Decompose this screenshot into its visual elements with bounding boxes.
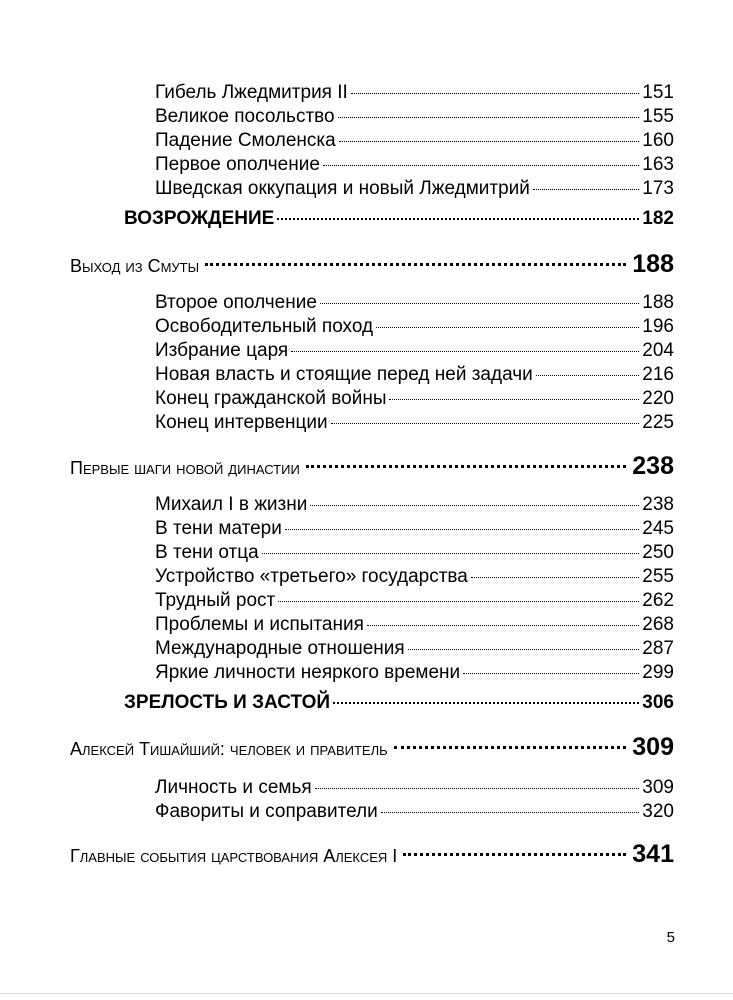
toc-entry-title: В тени матери	[155, 518, 282, 539]
toc-entry-title: Конец гражданской войны	[155, 388, 387, 409]
dot-leader	[277, 218, 639, 220]
dot-leader	[333, 702, 639, 704]
toc-entry-page: 250	[642, 542, 674, 563]
toc-entry-title: Конец интервенции	[155, 412, 328, 433]
toc-entry-title: Избрание царя	[155, 340, 289, 361]
toc-entry	[155, 542, 674, 566]
dot-leader	[471, 577, 639, 578]
toc-entry-page: 320	[642, 801, 674, 822]
toc-entry-page: 196	[642, 316, 674, 337]
dot-leader	[331, 423, 640, 424]
toc-entry-title: Фавориты и соправители	[155, 801, 378, 822]
dot-leader	[376, 327, 639, 328]
toc-entry-title: Падение Смоленска	[155, 130, 336, 151]
dot-leader	[533, 189, 639, 190]
toc-entry-page: 299	[642, 662, 674, 683]
dot-leader	[463, 673, 639, 674]
toc-entry-page: 309	[642, 777, 674, 798]
toc-entry-page: 220	[642, 388, 674, 409]
dot-leader	[310, 505, 639, 506]
toc-entry	[155, 292, 674, 316]
toc-entry-page: 287	[642, 638, 674, 659]
toc-entry-page: 262	[642, 590, 674, 611]
dot-leader	[291, 351, 639, 352]
toc-entry-page: 245	[642, 518, 674, 539]
toc-entry	[155, 316, 674, 340]
toc-entry-title: В тени отца	[155, 542, 259, 563]
dot-leader	[323, 165, 639, 166]
toc-chapter	[70, 250, 674, 279]
toc-entry	[155, 130, 674, 154]
toc-section-page: 306	[642, 692, 674, 713]
toc-entry	[155, 82, 674, 106]
dot-leader	[389, 399, 639, 400]
toc-chapter-title: Выход из Смуты	[70, 256, 200, 276]
dot-leader	[278, 601, 639, 602]
toc-entry-title: Новая власть и стоящие перед ней задачи	[155, 364, 533, 385]
toc-entry	[155, 340, 674, 364]
toc-chapter-title: Первые шаги новой династии	[70, 458, 300, 478]
toc-entry-title: Проблемы и испытания	[155, 614, 364, 635]
toc-entry	[155, 777, 674, 801]
toc-entry-page: 238	[642, 494, 674, 515]
toc-entry-page: 155	[642, 106, 674, 127]
toc-entry-title: Шведская оккупация и новый Лжедмитрий	[155, 178, 530, 199]
page-bottom-divider	[0, 993, 733, 994]
toc-section	[124, 692, 674, 714]
page-number: 5	[666, 929, 675, 946]
toc-entry-page: 268	[642, 614, 674, 635]
toc-chapter-page: 188	[632, 250, 674, 278]
toc-entry	[155, 566, 674, 590]
toc-chapter	[70, 452, 674, 481]
toc-entry-page: 163	[642, 154, 674, 175]
toc-entry-title: Гибель Лжедмитрия II	[155, 82, 348, 103]
toc-entry	[155, 662, 674, 686]
dot-leader	[351, 93, 639, 94]
toc-chapter-page: 341	[632, 840, 674, 868]
toc-entry	[155, 494, 674, 518]
toc-section-title: ЗРЕЛОСТЬ И ЗАСТОЙ	[124, 692, 331, 713]
toc-chapter-title: Главные события царствования Алексея I	[70, 846, 398, 866]
toc-entry	[155, 801, 674, 825]
dot-leader	[315, 788, 640, 789]
toc-entry-page: 255	[642, 566, 674, 587]
toc-chapter	[70, 840, 674, 869]
toc-chapter-page: 309	[632, 733, 674, 761]
dot-leader	[403, 853, 626, 856]
toc-entry-page: 204	[642, 340, 674, 361]
toc-entry-title: Второе ополчение	[155, 292, 317, 313]
toc-entry	[155, 154, 674, 178]
toc-entry-page: 225	[642, 412, 674, 433]
toc-section-page: 182	[642, 208, 674, 229]
toc-entry-title: Великое посольство	[155, 106, 335, 127]
toc-entry-page: 151	[642, 82, 674, 103]
toc-entry	[155, 590, 674, 614]
toc-entry	[155, 518, 674, 542]
dot-leader	[205, 263, 626, 266]
toc-entry	[155, 364, 674, 388]
dot-leader	[306, 465, 626, 468]
dot-leader	[367, 625, 639, 626]
dot-leader	[339, 141, 640, 142]
toc-entry-page: 173	[642, 178, 674, 199]
dot-leader	[536, 375, 640, 376]
toc-entry-title: Михаил I в жизни	[155, 494, 308, 515]
toc-entry-page: 216	[642, 364, 674, 385]
toc-entry-page: 188	[642, 292, 674, 313]
toc-chapter	[70, 733, 674, 762]
toc-chapter-title: Алексей Тишайший: человек и правитель	[70, 739, 388, 759]
dot-leader	[338, 117, 640, 118]
toc-entry-title: Международные отношения	[155, 638, 405, 659]
dot-leader	[381, 812, 640, 813]
toc-entry-title: Личность и семья	[155, 777, 312, 798]
toc-entry-title: Устройство «третьего» государства	[155, 566, 468, 587]
toc-entry	[155, 106, 674, 130]
toc-entry-title: Первое ополчение	[155, 154, 320, 175]
toc-entry	[155, 638, 674, 662]
dot-leader	[320, 303, 639, 304]
toc-entry-title: Яркие личности неяркого времени	[155, 662, 461, 683]
toc-chapter-page: 238	[632, 452, 674, 480]
dot-leader	[285, 529, 639, 530]
dot-leader	[394, 746, 627, 749]
toc-entry-title: Трудный рост	[155, 590, 276, 611]
toc-entry	[155, 614, 674, 638]
toc-entry-title: Освободительный поход	[155, 316, 374, 337]
toc-entry	[155, 388, 674, 412]
toc-section	[124, 208, 674, 230]
toc-entry	[155, 178, 674, 202]
toc-entry-page: 160	[642, 130, 674, 151]
toc-section-title: ВОЗРОЖДЕНИЕ	[124, 208, 275, 229]
toc-entry	[155, 412, 674, 436]
dot-leader	[408, 649, 640, 650]
dot-leader	[262, 553, 640, 554]
